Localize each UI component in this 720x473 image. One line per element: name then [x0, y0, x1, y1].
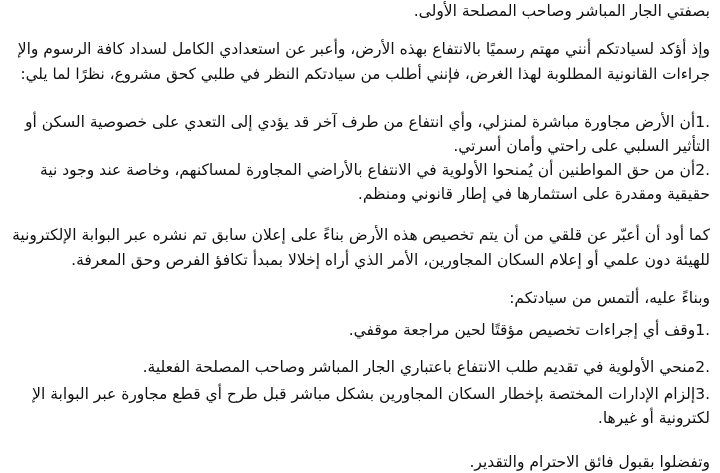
- assurance-line-1: وإذ أؤكد لسيادتكم أنني مهتم رسميًا بالانتفاع بهذه الأرض، وأعبر عن استعدادي الكامل لسداد كافة الرسوم والإ: [17, 40, 710, 58]
- request-1: .1وقف أي إجراءات تخصيص مؤقتًا لحين مراجعة موقفي.: [348, 321, 710, 339]
- intro-line: بصفتي الجار المباشر وصاحب المصلحة الأولى.: [413, 2, 710, 20]
- request-3-line-1: .3إلزام الإدارات المختصة بإخطار السكان المجاورين بشكل مباشر قبل طرح أي قطع مجاورة عبر البوابة الإ: [32, 385, 710, 403]
- reason-2-line-2: حقيقية ومقدرة على استثمارها في إطار قانوني ومنظم.: [357, 185, 710, 203]
- request-2: .2منحي الأولوية في تقديم طلب الانتفاع باعتباري الجار المباشر وصاحب المصلحة الفعلية.: [142, 358, 710, 376]
- request-intro: وبناءً عليه، ألتمس من سيادتكم:: [509, 289, 710, 307]
- request-3-line-2: لكترونية أو غيرها.: [597, 409, 710, 427]
- concern-line-1: كما أود أن أعبّر عن قلقي من أن يتم تخصيص هذه الأرض بناءً على إعلان سابق تم نشره عبر البوابة الإلكترونية: [12, 226, 710, 244]
- concern-line-2: للهيئة دون علمي أو إعلام السكان المجاورين، الأمر الذي أراه إخلالا بمبدأ تكافؤ الفرص وحق المعرفة.: [71, 251, 710, 269]
- closing-line: وتفضلوا بقبول فائق الاحترام والتقدير.: [469, 453, 710, 471]
- reason-1-line-1: .1أن الأرض مجاورة مباشرة لمنزلي، وأي انتفاع من طرف آخر قد يؤدي إلى التعدي على خصوصية السكن أو: [25, 113, 710, 131]
- reason-1-line-2: التأثير السلبي على راحتي وأمان أسرتي.: [453, 137, 710, 155]
- assurance-line-2: جراءات القانونية المطلوبة لهذا الغرض، فإنني أطلب من سيادتكم النظر في طلبي كحق مشروع، نظرًا لما يلي:: [20, 65, 710, 83]
- reason-2-line-1: .2أن من حق المواطنين أن يُمنحوا الأولوية في الانتفاع بالأراضي المجاورة لمساكنهم، وخاصة عند وجود نية: [40, 161, 710, 179]
